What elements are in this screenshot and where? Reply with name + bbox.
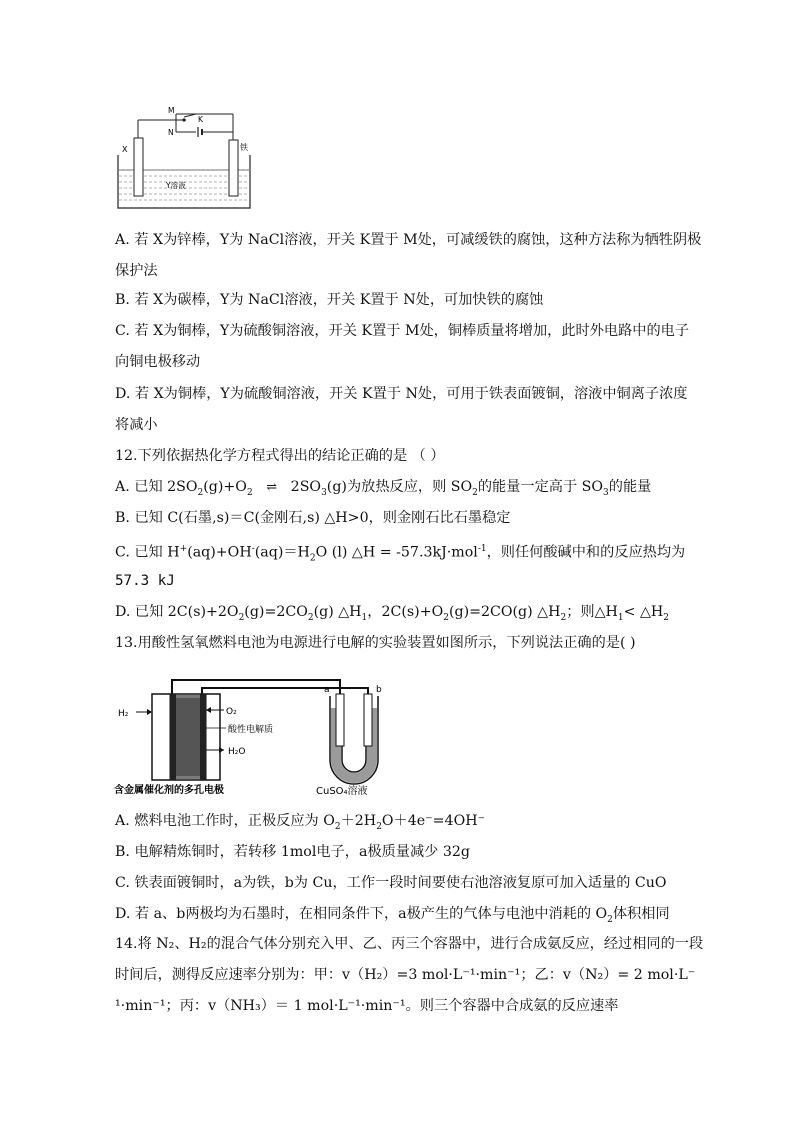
- equilibrium-arrow-icon: ⇌: [266, 480, 278, 495]
- cuso4-label: CuSO₄溶液: [316, 786, 368, 797]
- label-iron: 铁: [240, 143, 248, 152]
- q14-line1: 14.将 N₂、H₂的混合气体分别充入甲、乙、丙三个容器中，进行合成氨反应，经过相同的一段: [115, 936, 704, 952]
- q13-option-c: C. 铁表面镀铜时，a为铁，b为 Cu，工作一段时间要使右池溶液复原可加入适量的 CuO: [115, 875, 667, 891]
- fuel-cell-electrolysis-figure: [112, 668, 402, 798]
- q11-option-c-line2: 向铜电极移动: [115, 354, 201, 370]
- q13-option-a: A. 燃料电池工作时，正极反应为 $O_2+2H_2O+4e^-=4OH^-$: [115, 813, 486, 832]
- q11-option-a-line2: 保护法: [115, 263, 158, 279]
- q11-option-d-line2: 将减小: [115, 417, 158, 433]
- label-n: N: [168, 128, 174, 137]
- q12-option-d: D. 已知 $2C(s)+2O_2(g)=2CO_2(g)$ $\triangle H_1$，$2C(s)+O_2(g)=2CO(g)$ $\triangle H_2$；则$\triangle H_1<$ $\triangle H_2$: [115, 604, 670, 623]
- electrolyte-label: 酸性电解质: [228, 725, 274, 735]
- q12-option-c-line1: C. 已知 $H^+(aq)+OH^-(aq)=H_2O$ (l) △H = -57.3kJ·mol$^{-1}$，则任何酸碱中和的反应热均为: [115, 544, 686, 564]
- electrode-label: 含金属催化剂的多孔电极: [114, 785, 224, 796]
- q13-option-b: B. 电解精炼铜时，若转移 1mol电子，a极质量减少 32g: [115, 844, 470, 860]
- q14-line3: ¹·min⁻¹；丙：v（NH₃）＝ 1 mol·L⁻¹·min⁻¹。则三个容器中合成氨的反应速率: [115, 998, 619, 1014]
- q13-option-d: D. 若 a、b两极均为石墨时，在相同条件下，a极产生的气体与电池中消耗的 $O_2$体积相同: [115, 906, 670, 925]
- q14-line2: 时间后，测得反应速率分别为：甲：v（H₂）=3 mol·L⁻¹·min⁻¹；乙：v（N₂）= 2 mol·L⁻: [115, 967, 696, 983]
- q13-stem: 13.用酸性氢氧燃料电池为电源进行电解的实验装置如图所示，下列说法正确的是( ): [115, 635, 636, 651]
- q12-stem: 12.下列依据热化学方程式得出的结论正确的是 （ ）: [115, 448, 445, 464]
- q11-option-b: B. 若 X为碳棒，Y为 NaCl溶液，开关 K置于 N处，可加快铁的腐蚀: [115, 292, 544, 308]
- o2-label: O₂: [226, 707, 237, 717]
- label-m: M: [168, 106, 175, 115]
- label-k: K: [198, 115, 203, 124]
- q12-option-c-line2: 57.3 kJ: [115, 573, 175, 589]
- h2o-label: H₂O: [228, 747, 246, 757]
- h2-label: H₂: [118, 709, 129, 719]
- q12-option-b: B. 已知 C(石墨,s)＝C(金刚石,s) △H>0，则金刚石比石墨稳定: [115, 510, 511, 526]
- q12-option-a: A. 已知 $2SO_2(g)+O_2$ ⇌ $2SO_3(g)$为放热反应，则 $SO_2$的能量一定高于 $SO_3$的能量: [115, 479, 652, 498]
- q11-option-c-line1: C. 若 X为铜棒，Y为硫酸铜溶液，开关 K置于 M处，铜棒质量将增加，此时外电路中的电子: [115, 323, 690, 339]
- corrosion-apparatus-figure: [110, 100, 260, 215]
- electrode-a-label: a: [324, 685, 330, 695]
- electrode-b-label: b: [376, 685, 382, 695]
- q11-option-a-line1: A. 若 X为锌棒，Y为 NaCl溶液，开关 K置于 M处，可减缓铁的腐蚀，这种方法称为牺牲阴极: [115, 232, 702, 248]
- q11-option-d-line1: D. 若 X为铜棒，Y为硫酸铜溶液，开关 K置于 N处，可用于铁表面镀铜，溶液中铜离子浓度: [115, 386, 688, 402]
- label-x: X: [122, 145, 128, 154]
- label-y-solution: Y溶液: [166, 181, 186, 190]
